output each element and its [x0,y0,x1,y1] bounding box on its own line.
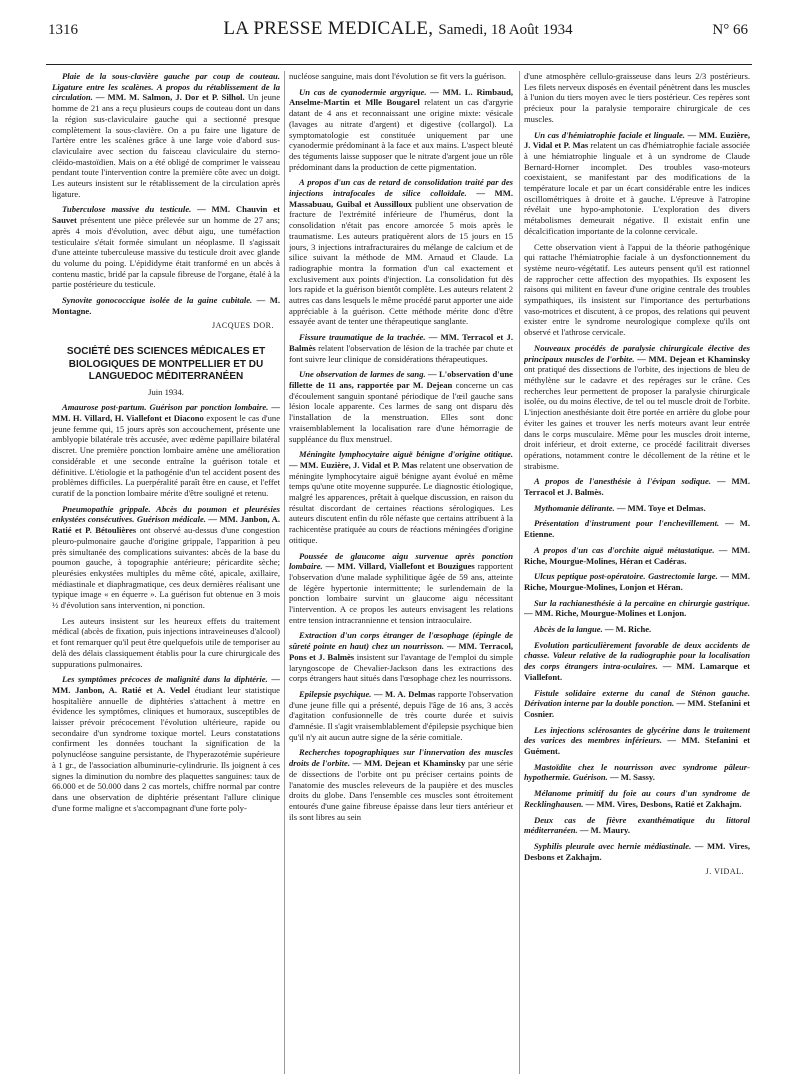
article-authors: — MM. Riche, Mourgue-Molines, Lonjon et Héran. [524,571,750,592]
article-authors: — M. Sassy. [609,772,655,783]
article-title: A propos d'un cas d'orchite aiguë métastatique. [534,544,715,555]
article [289,689,513,743]
article [524,503,750,514]
article-title: Recherches topographiques sur l'innervation des muscles droits de l'orbite. [289,747,513,769]
article-paragraph: Cette observation vient à l'appui de la théorie pathogénique qui rattache l'hémiatrophie faciale à un dysfonctionnement du système neuro-végétatif. Les auteurs pensent qu'il est rationnel de rapprocher cette affection des myopathies. Ils exposent les raisons qui militent en faveur d'une origine centrale des troubles sympathiques, ils insistent sur l'importance des perturbations vaso-motrices et discutent, à ce propos, des relations qui peuvent exister entre le syndrome neurologique complexe qu'ils ont observé et l'athrose cervicale. [524,241,750,338]
article-authors: — MM. Vires, Desbons et Zakhajm. [524,841,750,862]
article-title: Sur la rachianesthésie à la percaïne en chirurgie gastrique. [534,597,750,608]
page-header [48,16,748,42]
article-authors: — MM. Terracol et J. Balmès. [524,476,750,498]
column-3 [524,71,750,1074]
article-authors: — MM. Villard, Viallefont et Bouzigues [325,561,475,572]
article-authors: — M. Montagne. [52,295,280,316]
article [524,518,750,539]
article-title: Ulcus peptique post-opératoire. Gastrectomie large. [534,571,718,582]
article-authors: — MM. Euzière, J. Vidal et P. Mas [524,129,750,151]
article [289,747,513,822]
article-title: Syphilis pleurale avec hernie médiastinale. [534,841,692,851]
article-authors: — M. Riche. [604,624,652,635]
issue-number: N° 66 [712,22,748,38]
journal-title-line [48,18,748,40]
article-text: concerne un cas d'écoulement sanguin spontané périodique de l'œil gauche sans lésion locale apparente. Ces larmes de sang ont disparu dès l'installation de la menstruation. Elles sont donc vraisemblablement la localisation rare d'une hémorragie de suppléance du flux menstruel. [289,379,513,444]
article-text: Un jeune homme de 21 ans a reçu plusieurs coups de couteau dont un dans la région sus-claviculaire gauche qui a sectionné presque complètement la sous-clavière. On a pu faire une ligature de l'artère entre les scalènes grâce à une large voie d'abord sus-claviculaire avec section du faisceau claviculaire du sterno-cléido-mastoïdien. Mais on a été obligé de comprimer le vaisseau pendant toute l'intervention contre la première côte avec un doigt. Les auteurs insistent sur le rétablissement de la circulation après ligature. [52,92,280,199]
article-text: relatent une observation de méningite lymphocytaire aiguë bénigne ayant évolué en même temps qu'une otite moyenne suppurée. Le diagnostic étiologique, malgré les apparences, prêtait à quelque discussion, en raison du résultat discordant de certaines réactions sérologiques. Les auteurs discutent enfin du rôle néfaste que certains attribuent à la rachicentèse pratiquée au cours de réactions méningées d'origine otitique. [289,459,513,545]
article-title: Amaurose post-partum. Guérison par ponction lombaire. [62,402,269,413]
article-title: Nouveaux procédés de paralysie chirurgicale élective des principaux muscles de l'orbite. [524,342,750,364]
article-continuation: d'une atmosphère cellulo-graisseuse dans leurs 2/3 postérieurs. Les filets nerveux disposés en éventail pénètrent dans les muscles à l'union du tiers moyen avec le tiers postérieur. Ces repères sont précieux pour la paralysie temporaire chirurgicale de ces muscles. [524,71,750,124]
article-text: présentent une pièce prélevée sur un homme de 27 ans; après 4 mois d'évolution, avec début aigu, une tuméfaction testiculaire s'était formée simulant un néoplasme. Il s'agissait d'une atteinte tuberculeuse massive du testicule droit avec glande du volume du poing. L'épididyme était tranformé en un abcès à contenu mastic, bridé par la capsule fibreuse de l'organe, étalé à la partie postérieure du testicule. [52,215,280,290]
article-text: par une série de dissections de l'orbite ont pu préciser certains points de l'anatomie des muscles releveurs de la paupière et des muscles droits du globe. Dans l'ensemble ces muscles sont étroitement entourés d'une gaine fibreuse épaisse dans leur tiers antérieur et ils sont libres au sein [289,758,513,822]
session-date: Juin 1934. [148,386,184,397]
society-heading: SOCIÉTÉ DES SCIENCES MÉDICALES ET BIOLOGIQUES DE MONTPELLIER ET DU LANGUEDOC MÉDITERRANÉEN [66,346,266,383]
article-authors: — MM. Janbon, A. Ratié et A. Vedel [52,674,280,695]
article [289,449,513,545]
article-authors: — MM. Euzière, J. Vidal et P. Mas [289,459,418,470]
article-authors: — M. Maury. [579,825,630,836]
article-authors: — MM. Terracol et J. Balmès [289,332,513,353]
article-title: Deux cas de fièvre exanthématique du littoral méditerranéen. [524,814,750,836]
article-title: Pneumopathie grippale. Abcès du poumon et pleurésies enkystées consécutives. Guérison médicale. [52,503,280,525]
article-title: Poussée de glaucome aigu survenue après ponction lombaire. [289,550,513,572]
article-title: Mastoïdite chez le nourrisson avec syndrome pâleur-hypothermie. Guérison. [524,761,750,783]
signature: J. VIDAL. [705,867,744,877]
article-authors: — MM. Massabuau, Guibal et Aussilloux [289,188,513,209]
article [524,598,750,619]
article-text: publient une observation de fracture de l'extrémité inférieure de l'humérus, dont la consolidation n'était pas encore amorcée 5 mois après le traumatisme. Les auteurs pratiquèrent alors de 15 jours en 15 jours, 3 injections intrafracturaires du mélange de calcium et de silice suivant la méthode de MM. Arnaud et Claude. La radiographie montra la formation d'un cal exactement et exclusivement aux points d'injection. La consolidation fut dès lors rapide et la guérison bientôt complète. Les auteurs relatent 2 autres cas dans lesquels le même procédé parut apporter une aide appréciable à la guérison. Cette méthode mérite donc d'être essayée avant de tenter une thérapeutique sanglante. [289,198,513,327]
article-authors: — MM. Chauvin et Sauvet [52,204,280,226]
article-authors: — MM. H. Villard, H. Viallefont et Diacono [52,402,280,424]
article-title: Fissure traumatique de la trachée. [299,332,426,343]
article [52,71,280,199]
article-title: A propos d'un cas de retard de consolidation traité par des injections intrafocales de silice colloïdale. [289,177,513,199]
article-text: étudiant leur statistique hospitalière annuelle de diphtéries s'attachent à mettre en évidence les symptômes, cliniques et humoraux, susceptibles de laisser prévoir précocement l'évolution ultérieure, rapide ou secondaire d'un syndrome toxique mortel. Leurs constatations confirment les données touchant la signification de la polynucléose sanguine persistante, de l'hyperazotémie supérieure à 1 gr., de l'association albuminurie-cylindrurie. Ils joignent à ces signes la diminution du nombre des plaquettes sanguines: taux de 66.000 et de 50.000 dans 2 cas mortels, chiffre normal par contre dans une observation de diphtérie présentant l'allure clinique d'une forme maligne et s'accompagnant d'une forte poly- [52,684,280,813]
signature: JACQUES DOR. [211,321,274,331]
article-continuation: nucléose sanguine, mais dont l'évolution se fit vers la guérison. [289,71,507,81]
article [52,204,280,290]
article-title: Les injections sclérosantes de glycérine dans le traitement des varices des membres inférieurs. [524,724,750,746]
article [524,815,750,836]
article-title: A propos de l'anesthésie à l'évipan sodique. [534,476,711,487]
article-title: Tuberculose massive du testicule. [62,204,192,215]
article-title: Un cas de cyanodermie argyrique. [299,86,427,97]
article-title: Présentation d'instrument pour l'enchevillement. [534,518,720,529]
article-title: Synovite gonococcique isolée de la gaine cubitale. [62,295,253,306]
article-authors: — MM. Riche, Mourgue-Molines et Lonjon. [524,608,687,619]
article-title: Mythomanie délirante. [534,502,615,513]
article-text: relatent l'observation de lésion de la trachée par chute et font suivre leur clinique de considérations thérapeutiques. [289,342,513,364]
article-paragraph: Les auteurs insistent sur les heureux effets du traitement médical (abcès de fixation, puis injections intraveineuses d'alcool) et font remarquer qu'il peut être quelquefois utile de temporiser au delà des délais classiquement établis pour la cure chirurgicale des suppurations pulmonaires. [52,615,280,669]
article [289,177,513,327]
article [524,624,750,635]
article [524,640,750,683]
article [289,551,513,626]
page-number: 1316 [48,22,78,38]
article [52,674,280,813]
article [289,332,513,364]
column-2 [289,71,513,1074]
article-authors: — MM. Terracol, Pons et J. Balmès [289,641,513,662]
article [524,725,750,757]
header-rule [46,64,752,65]
article-title: Méningite lymphocytaire aiguë bénigne d'origine otitique. [299,449,513,460]
article [524,476,750,497]
article-title: Extraction d'un corps étranger de l'œsophage (épingle de sûreté pointe en haut) chez un nourrisson. [289,630,513,652]
article [52,295,280,316]
article-text: rapportent l'observation d'une malade syphilitique âgée de 59 ans, atteinte de légère hypertonie intermittente; le surlendemain de la ponction lombaire survint un glaucome aigu nécessitant l'intervention. A ce propos les auteurs envisagent les relations entre tension intracrannienne et tension intraoculaire. [289,561,513,625]
article-authors: — M. Etienne. [524,518,750,540]
article [524,571,750,592]
column-divider [519,71,520,1074]
article-authors: — MM. Riche, Mourgue-Molines, Héran et Cadéras. [524,544,750,566]
article-text: relatent un cas d'argyrie datant de 4 ans et reconnaissant une origine mixte: vésicale (lavages au nitrate d'argent) et digestive (collargol). La symptomatologie est constituée uniquement par une cyanodermie prédominant à la face et aux mains. L'aspect bleuté des téguments laisse supposer que le nitrate d'argent joue un rôle prédominant dans la production de cette pigmentation. [289,97,513,172]
article-authors: — MM. Stefanini et Guément. [524,735,750,757]
article [289,369,513,444]
article-title: Une observation de larmes de sang. [299,369,426,380]
article [289,630,513,684]
article [524,688,750,720]
issue-date: Samedi, 18 Août 1934 [438,22,573,38]
article-title: Mélanome primitif du foie au cours d'un syndrome de Recklinghausen. [524,788,750,809]
journal-title: LA PRESSE MEDICALE, [223,18,434,39]
article-authors: — MM. Dejean et Khaminsky [637,353,750,364]
article [524,788,750,809]
article-authors: — L'observation d'une fillette de 11 ans, rapportée par M. Dejean [289,369,513,390]
article-authors: — MM. M. Salmon, J. Dor et P. Silhol. [95,92,245,103]
column-1 [52,71,280,1074]
article-title: Epilepsie psychique. [299,688,372,699]
article-title: Evolution particulièrement favorable de deux accidents de chasse. Valeur relative de la radiographie pour la localisation des corps étrangers intra-oculaires. [524,639,750,672]
column-divider [284,71,285,1074]
article-title: Un cas d'hémiatrophie faciale et linguale. [534,129,685,140]
article-title: Les symptômes précoces de malignité dans la diphtérie. [62,674,268,685]
article-text: exposent le cas d'une jeune femme qui, 15 jours après son accouchement, présente une amblyopie bilatérale très accusée, avec œdème papillaire bilatéral discret. Une première ponction lombaire amène une amélioration considérable et une seconde entraîne la guérison totale et définitive. L'étiologie et la pathogénie d'un tel accident posent des problèmes difficiles. La puerpéralité paraît être en cause, et l'effet curatif de la ponction lombaire mérite d'être souligné et retenu. [52,413,280,498]
article [289,87,513,173]
article [52,504,280,611]
article-authors: — MM. Janbon, A. Ratié et P. Bétoulières [52,514,280,536]
article-authors: — M. A. Delmas [373,688,436,699]
article-title: Fistule solidaire externe du canal de Sténon gauche. Dérivation interne par la double ponction. [524,687,750,709]
article-authors: — MM. Stefanini et Cosnier. [524,698,750,719]
article-title: Plaie de la sous-clavière gauche par coup de couteau. Ligature entre les scalènes. A propos du rétablissement de la circulation. [52,71,280,103]
article-authors: — MM. Toye et Delmas. [616,502,706,513]
article [524,841,750,862]
article-text: rapporte l'observation d'une jeune fille qui a présenté, depuis l'âge de 16 ans, 3 accès d'agitation confusionnelle de très courte durée et suivis d'amnésie. Il s'agit vraisemblablement d'épilepsie psychique bien qu'il n'y ait aucun autre signe de la série comitiale. [289,688,513,742]
article-authors: — MM. L. Rimbaud, Anselme-Martin et Mlle Bougarel [289,86,513,108]
article [524,545,750,566]
article-text: relatent un cas d'hémiatrophie faciale associée à une hémiatrophie linguale et à un syndrome de Claude Bernard-Horner incomplet. Des troubles vaso-moteurs coexistaient, se manifestant par des modifications de la température locale et par un écart considérable entre les indices oscillométriques à droite et à gauche. L'épreuve à l'atropine révélait une hypo-amphotonie. L'exploration des divers métabolismes demeurait négative. Il existait enfin une décalcification importante de la colonne cervicale. [524,140,750,236]
article-text: ont observé au-dessus d'une congestion pleuro-pulmonaire gauche d'origine grippale, l'apparition à peu près simultanée des complications suivantes: abcès de la base du poumon gauche, à topographie antérieure; péricardite sèche; pleurésies enkystées multiples du même côté, apicale, axillaire, médiastinale et diaphragmatique, ces deux dernières réalisant une typique image « en équerre ». La guérison fut obtenue en 3 mois ½ d'évolution sans intervention, ni ponction. [52,525,280,611]
article [524,130,750,237]
article-authors: — MM. Lamarque et Viallefont. [524,661,750,682]
article [524,762,750,783]
article-authors: — MM. Dejean et Khaminsky [352,758,466,769]
article-text: insistent sur l'avantage de l'emploi du simple laryngoscope de Chevalier-Jackson dans les extractions des corps étrangers haut situés dans l'œsophage chez les nourrissons. [289,651,513,684]
article [52,402,280,498]
article-authors: — MM. Vires, Desbons, Ratié et Zakhajm. [585,798,742,809]
article [524,343,750,471]
article-text: ont pratiqué des dissections de l'orbite, des injections de bleu de méthylène sur le cadavre et des repérages sur le crâne. Ces recherches leur permettent de proposer la paralysie chirurgicale isolée, ou du moins élective, de tel ou tel muscle droit de l'orbite. L'injection anesthésiante doit être portée en arrière du globe pour éviter les gaines et trouver les nerfs moteurs avant leur entrée dans le corps musculaire. Même pour les muscles droit interne, droit inférieur, et droit externe, ce procédé facilitrait diverses opérations, notamment contre le décollement de la rétine et le strabisme. [524,364,750,471]
article-title: Abcès de la langue. [534,624,603,635]
